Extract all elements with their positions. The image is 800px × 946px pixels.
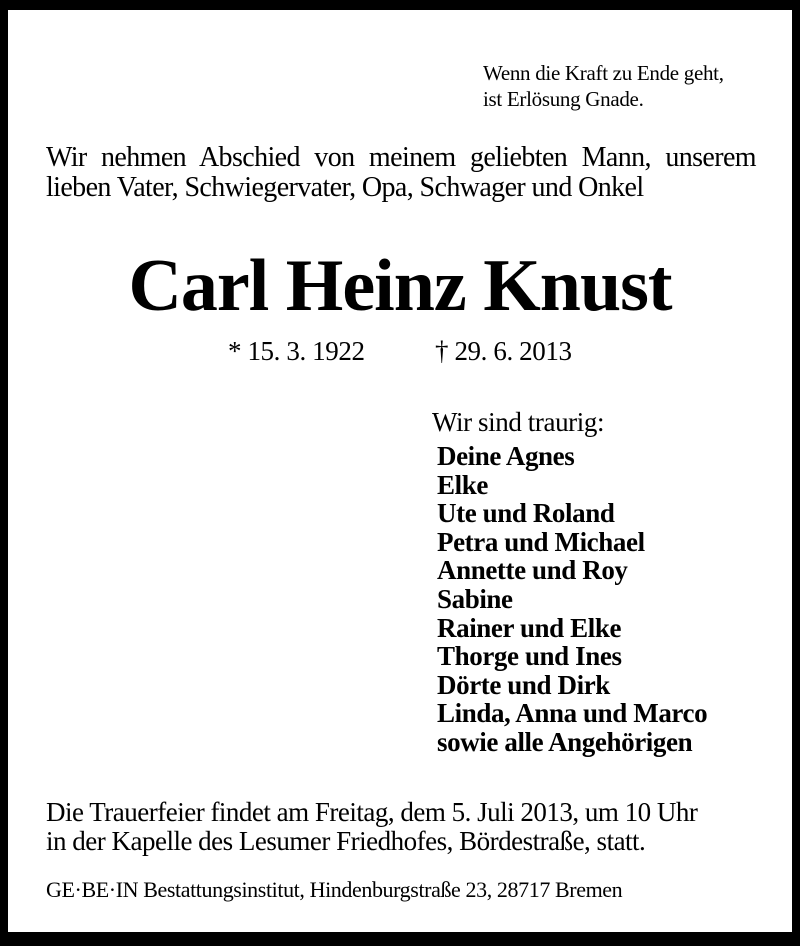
obituary-notice — [8, 10, 792, 932]
mourner: Deine Agnes — [437, 441, 575, 471]
mourner: Linda, Anna und Marco — [437, 698, 708, 729]
mourner: Annette und Roy — [437, 555, 628, 586]
mourner: Dörte und Dirk — [437, 669, 610, 700]
ceremony-info — [46, 798, 697, 856]
undertaker-info: GE·BE·IN Bestattungsinstitut, Hindenburgstraße 23, 28717 Bremen — [46, 877, 623, 902]
mourners-list — [437, 442, 707, 757]
mourner: Thorge und Ines — [437, 641, 622, 672]
mourner: Rainer und Elke — [437, 612, 622, 643]
ceremony-line: Die Trauerfeier findet am Freitag, dem 5. Juli 2013, um 10 Uhr — [46, 797, 698, 827]
mourner: Petra und Michael — [437, 526, 645, 557]
quote — [483, 60, 724, 112]
mourner: Elke — [437, 469, 488, 500]
intro-line: Wir nehmen Abschied von meinem geliebten Mann, unserem — [46, 142, 756, 173]
mourners-heading: Wir sind traurig: — [432, 407, 605, 437]
quote-line: Wenn die Kraft zu Ende geht, — [483, 61, 724, 85]
ceremony-line: in der Kapelle des Lesumer Friedhofes, Bördestraße, statt. — [46, 826, 646, 856]
birth-date: * 15. 3. 1922 — [228, 336, 365, 366]
mourner: Ute und Roland — [437, 498, 615, 529]
mourner: sowie alle Angehörigen — [437, 726, 693, 757]
mourner: Sabine — [437, 583, 513, 614]
intro-text — [46, 143, 756, 203]
intro-line: lieben Vater, Schwiegervater, Opa, Schwager und Onkel — [46, 172, 644, 203]
death-date: † 29. 6. 2013 — [435, 336, 572, 366]
quote-line: ist Erlösung Gnade. — [483, 87, 644, 111]
deceased-name: Carl Heinz Knust — [128, 245, 672, 327]
